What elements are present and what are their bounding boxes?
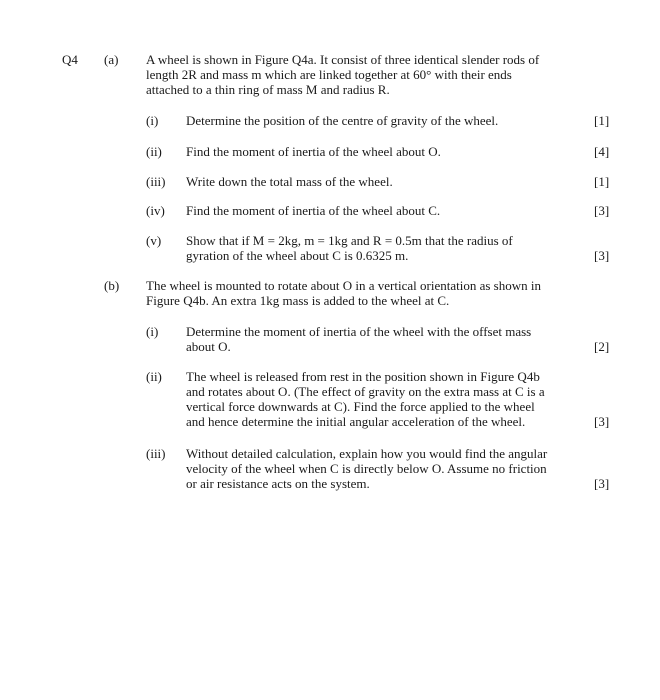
subpart-b-iii-text [186,446,580,491]
subpart-b-iii-line: Without detailed calculation, explain how you would find the angular [186,446,548,461]
part-a-intro-line: A wheel is shown in Figure Q4a. It consist of three identical slender rods of [146,52,540,67]
subpart-b-i-text [186,324,580,354]
subpart-b-i-line: about O. [186,339,231,354]
subpart-b-i-label: (i) [146,324,159,339]
subpart-a-v-label: (v) [146,233,162,248]
subpart-a-ii-label: (ii) [146,144,162,159]
subpart-b-iii-line: velocity of the wheel when C is directly below O. Assume no friction [186,461,547,476]
part-a-intro-line: length 2R and mass m which are linked together at 60° with their ends [146,67,512,82]
part-a-intro-line: attached to a thin ring of mass M and radius R. [146,82,390,97]
subpart-a-iii-text: Write down the total mass of the wheel. [186,174,393,189]
subpart-a-iv-text: Find the moment of inertia of the wheel about C. [186,203,441,218]
subpart-a-iv-marks: [3] [594,203,610,218]
subpart-a-v-line: Show that if M = 2kg, m = 1kg and R = 0.5m that the radius of [186,233,513,248]
subpart-b-ii-marks: [3] [594,414,610,429]
subpart-a-ii-marks: [4] [594,144,610,159]
subpart-a-iii-marks: [1] [594,174,610,189]
part-b-intro [146,278,580,308]
part-b-label: (b) [104,278,120,293]
subpart-b-iii-label: (iii) [146,446,166,461]
part-a-intro [146,52,580,97]
question-number: Q4 [62,52,78,67]
subpart-b-ii-label: (ii) [146,369,162,384]
subpart-a-i-marks: [1] [594,113,610,128]
subpart-b-iii-line: or air resistance acts on the system. [186,476,370,491]
subpart-a-v-text [186,233,580,263]
subpart-a-iii-label: (iii) [146,174,166,189]
subpart-a-ii-text: Find the moment of inertia of the wheel about O. [186,144,441,159]
subpart-a-i-label: (i) [146,113,159,128]
subpart-b-i-line: Determine the moment of inertia of the wheel with the offset mass [186,324,532,339]
subpart-b-ii-line: vertical force downwards at C). Find the force applied to the wheel [186,399,535,414]
part-a-label: (a) [104,52,119,67]
part-b-intro-line: Figure Q4b. An extra 1kg mass is added to the wheel at C. [146,293,450,308]
subpart-a-iv-label: (iv) [146,203,165,218]
subpart-a-v-line: gyration of the wheel about C is 0.6325 m. [186,248,409,263]
subpart-b-ii-line: The wheel is released from rest in the position shown in Figure Q4b [186,369,540,384]
subpart-a-v-marks: [3] [594,248,610,263]
subpart-b-iii-marks: [3] [594,476,610,491]
subpart-b-ii-text [186,369,580,429]
subpart-a-i-text: Determine the position of the centre of gravity of the wheel. [186,113,499,128]
part-b-intro-line: The wheel is mounted to rotate about O in a vertical orientation as shown in [146,278,541,293]
subpart-b-ii-line: and hence determine the initial angular acceleration of the wheel. [186,414,526,429]
subpart-b-i-marks: [2] [594,339,610,354]
subpart-b-ii-line: and rotates about O. (The effect of gravity on the extra mass at C is a [186,384,545,399]
